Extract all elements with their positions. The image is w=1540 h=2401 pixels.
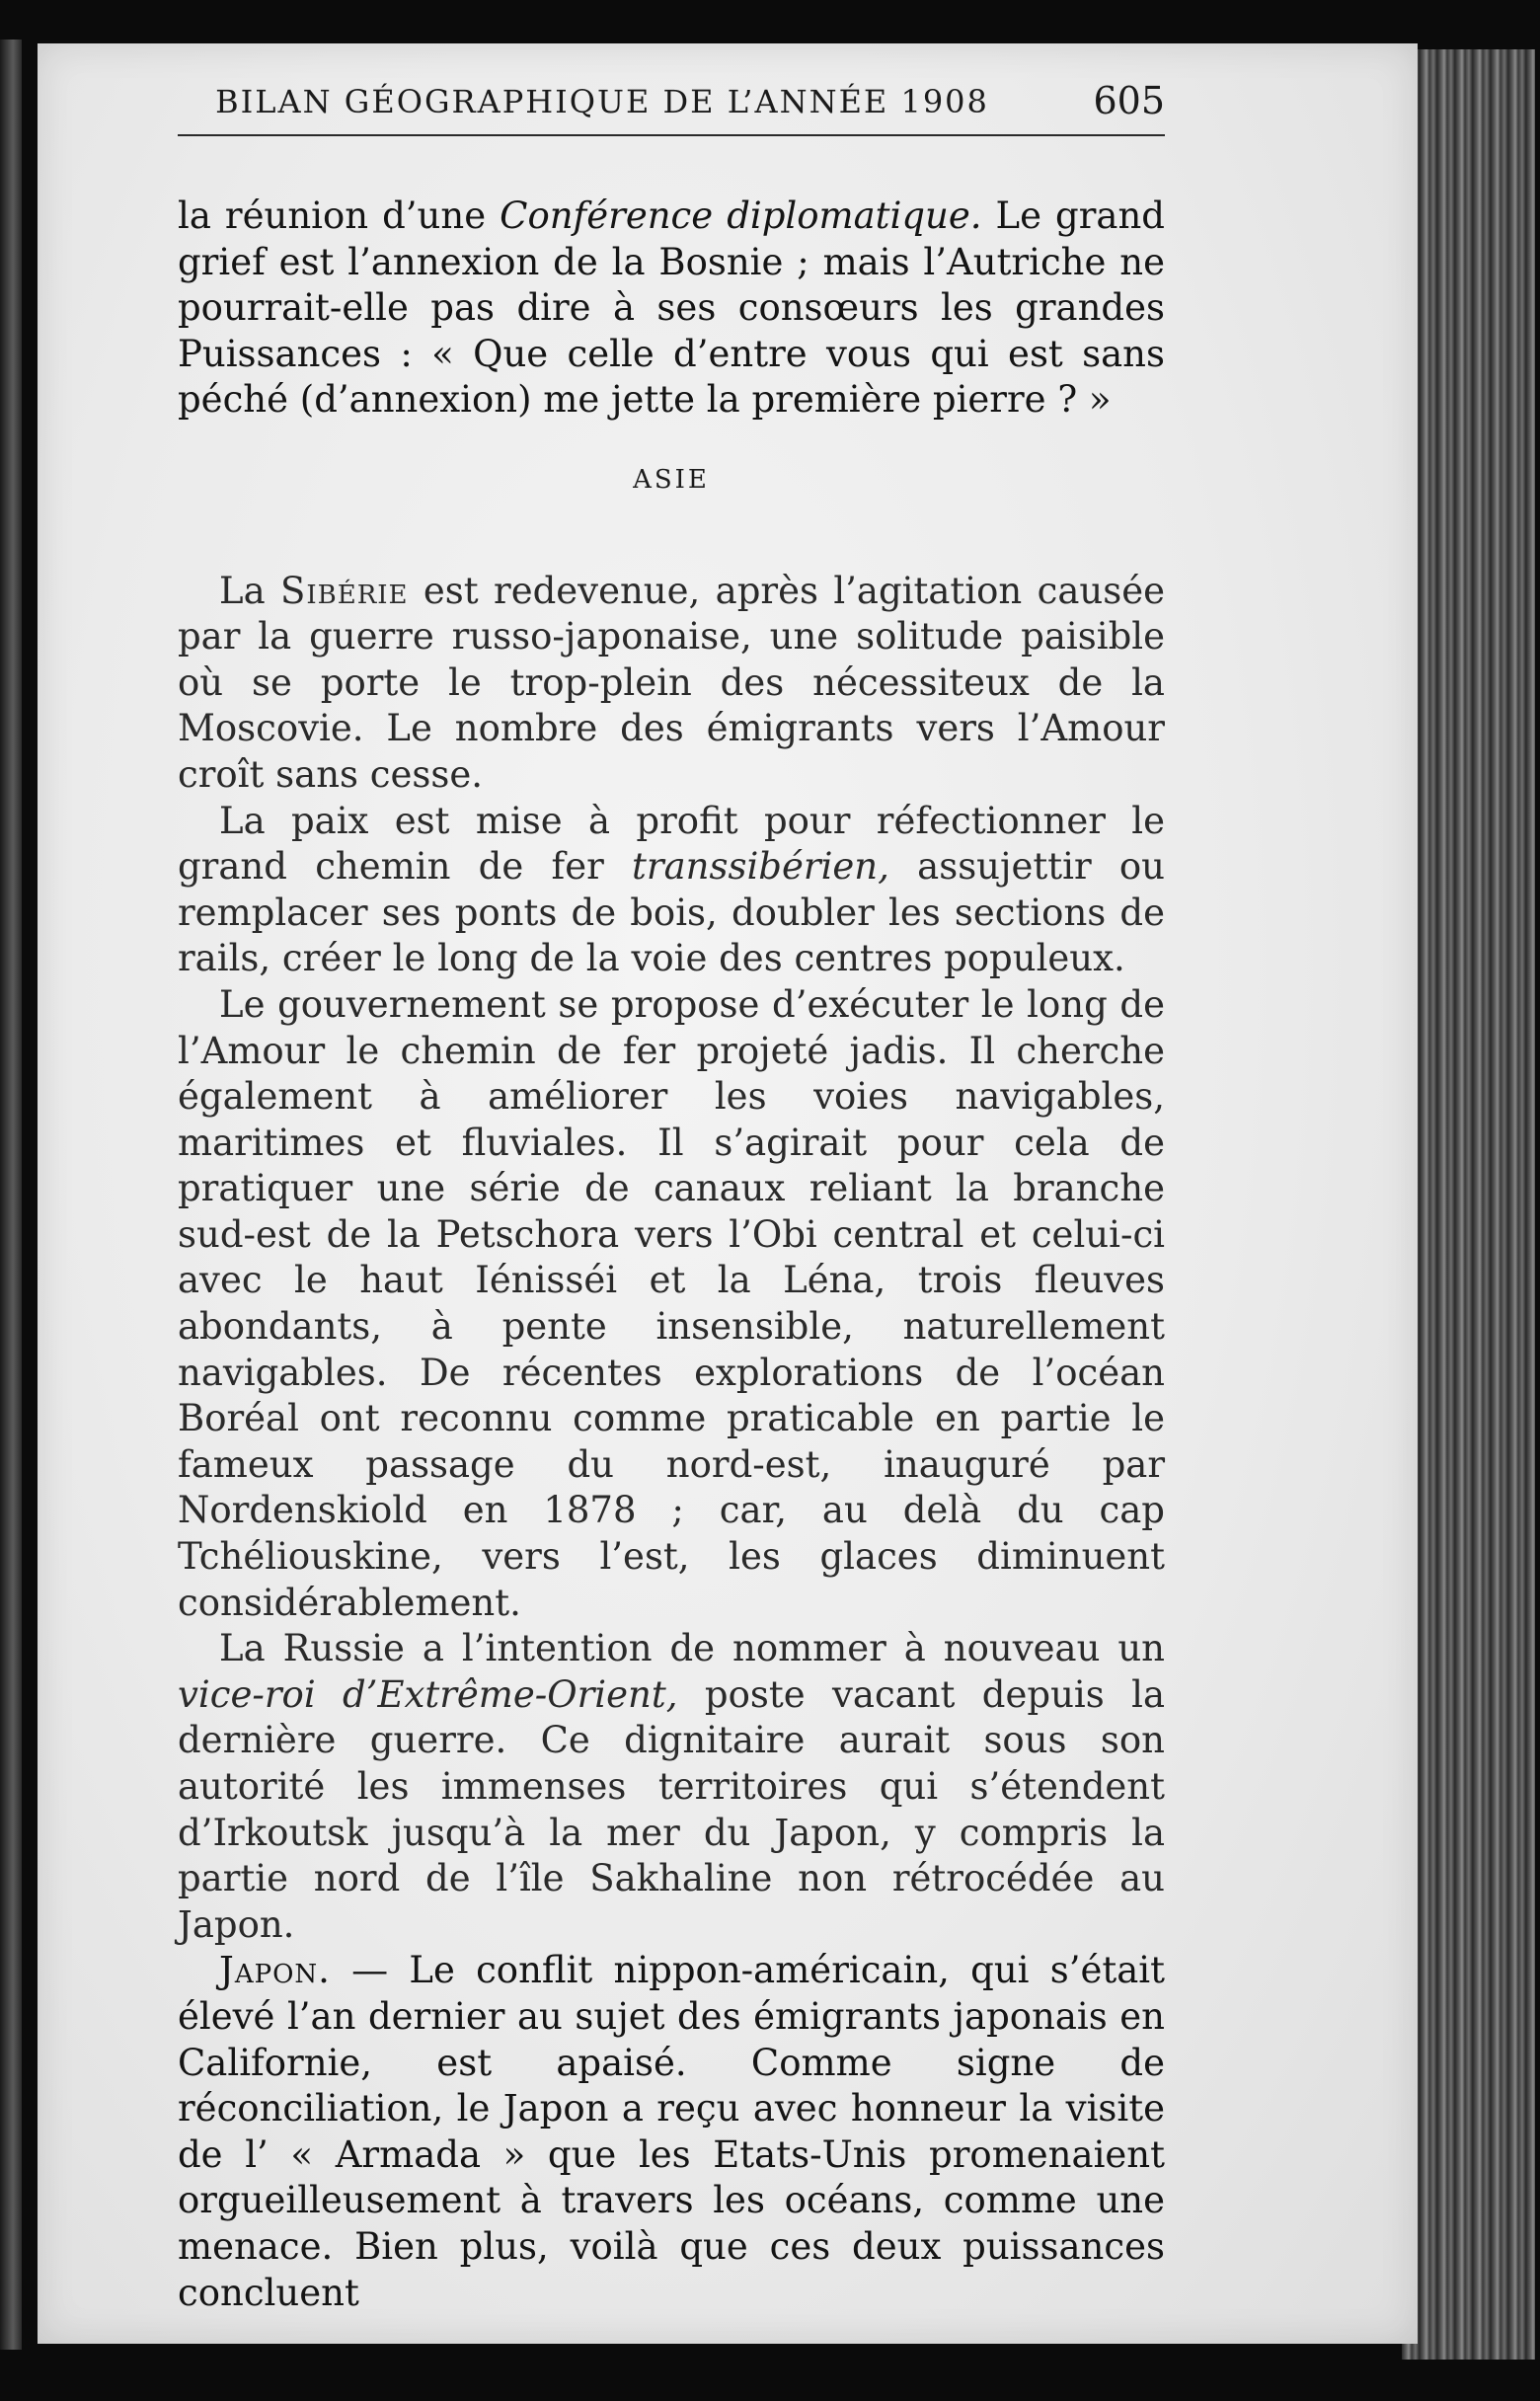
book-page-edges	[1402, 49, 1535, 2360]
text-run: La	[219, 569, 280, 612]
previous-leaf-edge	[0, 39, 22, 2350]
paragraph-japon	[178, 1948, 1165, 2316]
small-caps-run: Sibérie	[280, 569, 409, 612]
section-heading: ASIE	[633, 464, 710, 495]
text-run: est redevenue, après l’agitation causée par la guerre russo-japonaise, une solitude paisible où se porte le trop-plein des nécessiteux de la Moscovie. Le nombre des émigrants vers l’Amour croît sans cesse.	[178, 569, 1165, 796]
italic-run: vice-roi d’Extrême-Orient,	[178, 1672, 678, 1716]
text-run: la réunion d’une	[178, 194, 500, 237]
text-run: La paix est mise à profit pour réfectionner le grand chemin de fer	[178, 799, 1165, 889]
text-run: assujettir ou remplacer ses ponts de bois, doubler les sections de rails, créer le long de la voie des centres populeux.	[178, 845, 1166, 980]
paragraph-vice-roi	[178, 1626, 1165, 1948]
italic-run: transsibérien,	[632, 845, 889, 889]
body-text	[178, 194, 1165, 2316]
header-rule	[178, 134, 1165, 136]
running-title: BILAN GÉOGRAPHIQUE DE L’ANNÉE 1908	[215, 83, 989, 120]
text-run: Le gouvernement se propose d’exécuter le long de l’Amour le chemin de fer projeté jadis. Il cherche également à améliorer les voies navigables, maritimes et fluviales. Il s’agirait pour cela de pratiquer une série de canaux reliant la branche sud-est de la Petschora vers l’Obi central et celui-ci avec le haut Iénisséi et la Léna, trois fleuves abondants, à pente insensible, naturellement navigables. De récentes explorations de l’océan Boréal ont reconnu comme praticable en partie le fameux passage du nord-est, inauguré par Nordenskiold en 1878 ; car, au delà du cap Tchéliouskine, vers l’est, les glaces diminuent considérablement.	[178, 982, 1165, 1624]
text-run: — Le conflit nippon-américain, qui s’était élevé l’an dernier au sujet des émigrants japonais en Californie, est apaisé. Comme signe de réconciliation, le Japon a reçu avec honneur la visite de l’ « Armada » que les Etats-Unis promenaient orgueilleusement à travers les océans, comme une menace. Bien plus, voilà que ces deux puissances concluent	[178, 1949, 1165, 2314]
text-run: Le grand grief est l’annexion de la Bosnie ; mais l’Autriche ne pourrait-elle pas dire à ses consœurs les grandes Puissances : « Que celle d’entre vous qui est sans péché (d’annexion) me jette la première pierre ? »	[178, 194, 1165, 422]
paragraph-gouvernement	[178, 982, 1165, 1626]
small-caps-run: Japon.	[219, 1949, 331, 1992]
paragraph-continuation	[178, 194, 1165, 424]
italic-run: Conférence diplomatique.	[500, 194, 982, 237]
paragraph-siberie	[178, 569, 1165, 799]
paragraph-transsiberien	[178, 799, 1165, 982]
text-run: poste vacant depuis la dernière guerre. Ce dignitaire aurait sous son autorité les immenses territoires qui s’étendent d’Irkoutsk jusqu’à la mer du Japon, y compris la partie nord de l’île Sakhaline non rétrocédée au Japon.	[178, 1672, 1166, 1946]
text-run: La Russie a l’intention de nommer à nouveau un	[219, 1627, 1165, 1670]
running-head	[178, 75, 1165, 134]
page-number: 605	[1093, 79, 1165, 122]
